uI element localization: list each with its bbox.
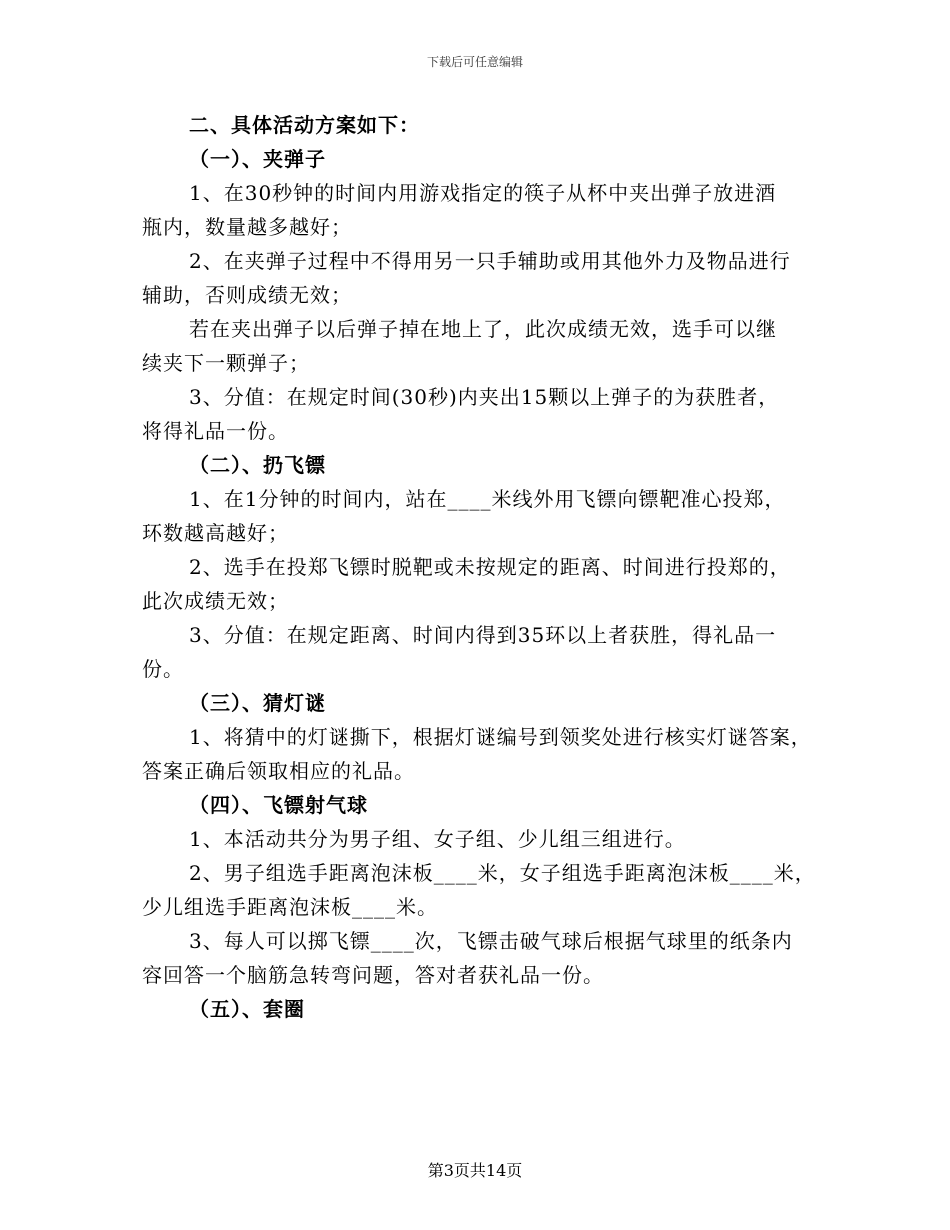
subsection-heading: （三）、猜灯谜 xyxy=(189,691,326,715)
text-line: 续夹下一颗弹子； xyxy=(142,351,310,375)
text-line: 2、在夹弹子过程中不得用另一只手辅助或用其他外力及物品进行 xyxy=(189,249,791,273)
subsection-heading: （一）、夹弹子 xyxy=(189,147,326,171)
text-line: 份。 xyxy=(142,657,184,681)
text-line: 1、在1分钟的时间内，站在____米线外用飞镖向镖靶准心投郑， xyxy=(189,487,786,511)
text-line: 答案正确后领取相应的礼品。 xyxy=(142,759,415,783)
text-line: 瓶内，数量越多越好； xyxy=(142,215,352,239)
text-line: 将得礼品一份。 xyxy=(142,419,289,443)
text-line: 少儿组选手距离泡沫板____米。 xyxy=(142,895,438,919)
text-line: 环数越高越好； xyxy=(142,521,289,545)
text-line: 容回答一个脑筋急转弯问题，答对者获礼品一份。 xyxy=(142,963,604,987)
text-line: 3、每人可以掷飞镖____次，飞镖击破气球后根据气球里的纸条内 xyxy=(189,929,793,953)
text-line: 若在夹出弹子以后弹子掉在地上了，此次成绩无效，选手可以继 xyxy=(189,317,777,341)
text-line: 1、将猜中的灯谜撕下，根据灯谜编号到领奖处进行核实灯谜答案， xyxy=(189,725,812,749)
text-line: 1、在30秒钟的时间内用游戏指定的筷子从杯中夹出弹子放进酒 xyxy=(189,181,777,205)
subsection-heading: （五）、套圈 xyxy=(189,997,305,1021)
text-line: 此次成绩无效； xyxy=(142,589,289,613)
text-line: 3、分值：在规定距离、时间内得到35环以上者获胜，得礼品一 xyxy=(189,623,777,647)
subsection-heading: （二）、扔飞镖 xyxy=(189,453,326,477)
section-title: 二、具体活动方案如下： xyxy=(189,113,420,137)
document-body xyxy=(142,108,816,1026)
text-line: 1、本活动共分为男子组、女子组、少儿组三组进行。 xyxy=(189,827,686,851)
text-line: 辅助，否则成绩无效； xyxy=(142,283,352,307)
header-note: 下载后可任意编辑 xyxy=(426,55,523,69)
page-number: 第3页共14页 xyxy=(427,1161,523,1180)
text-line: 2、男子组选手距离泡沫板____米，女子组选手距离泡沫板____米， xyxy=(189,861,816,885)
text-line: 3、分值：在规定时间(30秒)内夹出15颗以上弹子的为获胜者， xyxy=(189,385,780,409)
paragraph-lines xyxy=(142,142,816,1026)
subsection-heading: （四）、飞镖射气球 xyxy=(189,793,368,817)
text-line: 2、选手在投郑飞镖时脱靶或未按规定的距离、时间进行投郑的， xyxy=(189,555,791,579)
